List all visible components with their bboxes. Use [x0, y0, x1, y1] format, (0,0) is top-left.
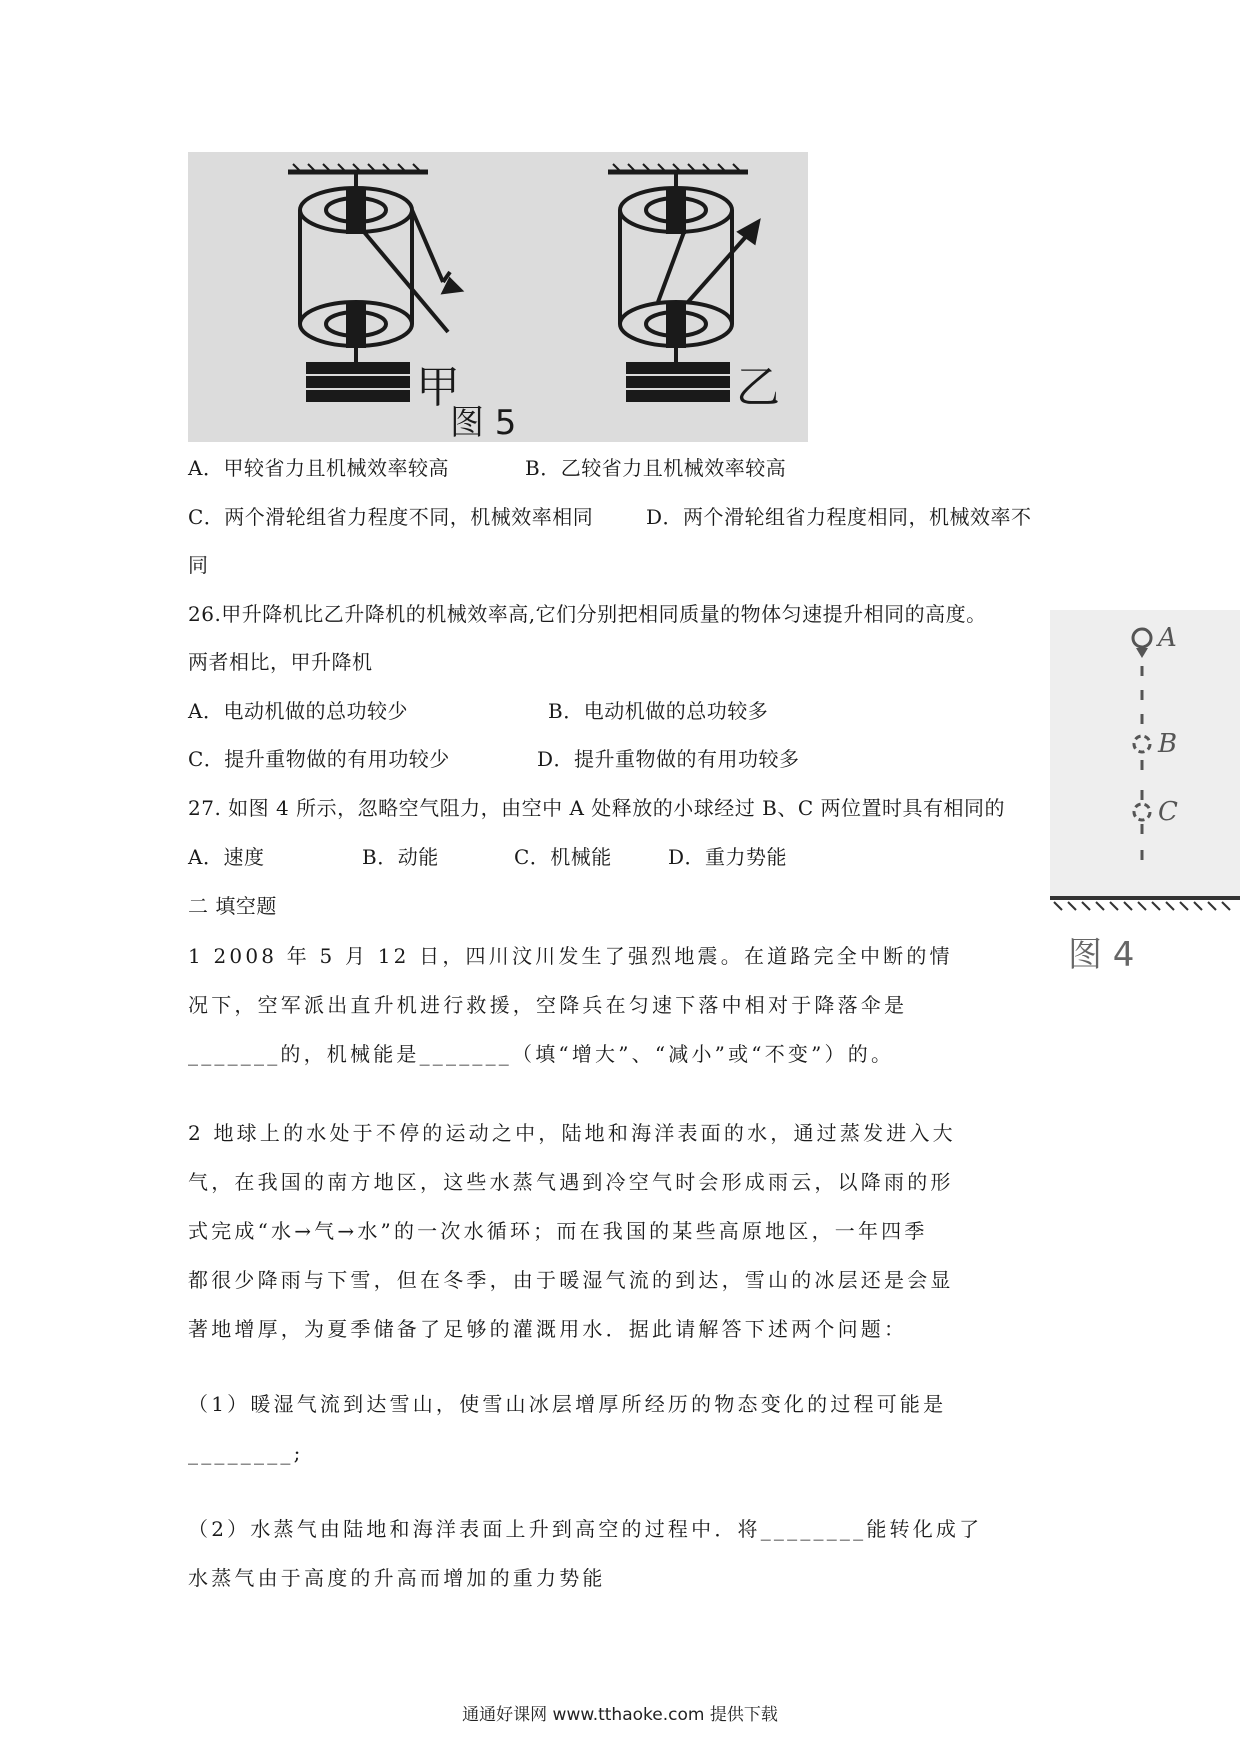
- q26-option-b: B．电动机做的总功较多: [548, 699, 769, 723]
- pulley-diagram: [188, 152, 808, 442]
- fill1-line2: 况下，空军派出直升机进行救援，空降兵在匀速下落中相对于降落伞是: [188, 993, 908, 1017]
- fill2-line1: 2 地球上的水处于不停的运动之中，陆地和海洋表面的水，通过蒸发进入大: [188, 1121, 956, 1145]
- q26-option-d: D．提升重物做的有用功较多: [537, 747, 800, 771]
- fill2-line3: 式完成“水→气→水”的一次水循环；而在我国的某些高原地区，一年四季: [188, 1219, 928, 1243]
- figure-5-caption: 图 5: [450, 403, 517, 442]
- q27-option-b: B．动能: [362, 845, 439, 869]
- figure-5-label-jia: 甲: [416, 362, 460, 413]
- page-footer: 通通好课网 www.tthaoke.com 提供下载: [462, 1705, 778, 1725]
- q26-option-a: A．电动机做的总功较少: [188, 699, 408, 723]
- fill2-sub1-line1: （1）暖湿气流到达雪山，使雪山冰层增厚所经历的物态变化的过程可能是: [188, 1392, 947, 1416]
- falling-ball-diagram: [1050, 610, 1240, 980]
- figure-5-label-yi: 乙: [736, 362, 780, 413]
- figure-4-falling-ball: [1050, 610, 1240, 980]
- fill2-sub2-line2: 水蒸气由于高度的升高而增加的重力势能: [188, 1566, 606, 1590]
- fill2-sub1-line2: ________;: [188, 1441, 304, 1465]
- point-b-label: B: [1158, 729, 1178, 759]
- q25-option-c: C．两个滑轮组省力程度不同，机械效率相同: [188, 505, 594, 529]
- q25-option-d-line2: 同: [188, 553, 209, 577]
- q27-option-a: A．速度: [188, 845, 265, 869]
- point-a-label: A: [1158, 623, 1177, 653]
- q26-option-c: C．提升重物做的有用功较少: [188, 747, 450, 771]
- fill2-line2: 气，在我国的南方地区，这些水蒸气遇到冷空气时会形成雨云，以降雨的形: [188, 1170, 954, 1194]
- fill1-line1: 1 2008 年 5 月 12 日，四川汶川发生了强烈地震。在道路完全中断的情: [188, 944, 953, 968]
- fill2-line5: 著地增厚，为夏季储备了足够的灌溉用水．据此请解答下述两个问题：: [188, 1317, 908, 1341]
- figure-5-pulley-systems: [188, 152, 808, 442]
- section-2-title: 二 填空题: [188, 894, 277, 918]
- point-c-label: C: [1158, 797, 1178, 827]
- q25-option-b: B．乙较省力且机械效率较高: [525, 456, 787, 480]
- q26-stem-line2: 两者相比，甲升降机: [188, 650, 373, 674]
- fill1-line3: _______的，机械能是_______（填“增大”、“减小”或“不变”）的。: [188, 1042, 895, 1066]
- q27-option-c: C．机械能: [514, 845, 612, 869]
- q27-stem: 27. 如图 4 所示，忽略空气阻力，由空中 A 处释放的小球经过 B、C 两位置时具有相同的: [188, 796, 1005, 820]
- q27-option-d: D．重力势能: [668, 845, 788, 869]
- q25-option-a: A．甲较省力且机械效率较高: [188, 456, 449, 480]
- q25-option-d-line1: D．两个滑轮组省力程度相同，机械效率不: [646, 505, 1032, 529]
- fill2-line4: 都很少降雨与下雪，但在冬季，由于暖湿气流的到达，雪山的冰层还是会显: [188, 1268, 954, 1292]
- figure-4-caption: 图 4: [1068, 935, 1135, 975]
- fill2-sub2-line1: （2）水蒸气由陆地和海洋表面上升到高空的过程中．将________能转化成了: [188, 1517, 983, 1541]
- q26-stem-line1: 26.甲升降机比乙升降机的机械效率高,它们分别把相同质量的物体匀速提升相同的高度。: [188, 602, 987, 626]
